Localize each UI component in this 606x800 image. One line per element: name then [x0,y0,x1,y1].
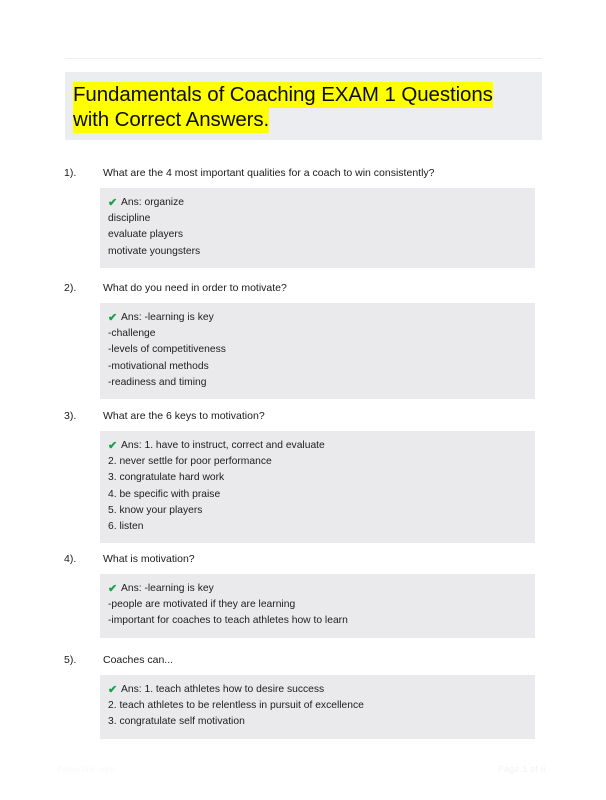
title-line-1: Fundamentals of Coaching EXAM 1 Questions [73,83,493,106]
question-text: What are the 4 most important qualities for a coach to win consistently? [103,167,435,179]
answer-line: 6. listen [108,521,144,533]
answer-line: -levels of competitiveness [108,344,226,356]
question-line [0,552,606,570]
question-line [0,409,606,427]
check-icon: ✔ [108,312,118,324]
header-divider [65,58,542,59]
answer-line: 3. congratulate self motivation [108,716,245,728]
question-text: What is motivation? [103,553,195,565]
check-icon: ✔ [108,583,118,595]
answer-line: -readiness and timing [108,376,207,388]
check-icon: ✔ [108,440,118,452]
answer-box [100,303,535,399]
answer-first-text: Ans: -learning is key [121,583,214,594]
watermark-text: PaperStic.com [57,764,115,774]
answer-line: -people are motivated if they are learning [108,599,296,611]
answer-line: 2. teach athletes to be relentless in pursuit of excellence [108,700,364,712]
answer-line-first [108,195,527,211]
question-line [0,653,606,671]
question-text: What are the 6 keys to motivation? [103,410,265,422]
page-number-label: Page 1 of 6 [497,764,546,774]
answer-line-first [108,438,527,454]
question-number: 1). [64,167,77,179]
answer-line: 2. never settle for poor performance [108,456,272,468]
check-icon: ✔ [108,684,118,696]
answer-line: 5. know your players [108,504,203,516]
question-number: 5). [64,654,77,666]
answer-line: 4. be specific with praise [108,488,221,500]
question-line [0,281,606,299]
page-footer [0,762,606,782]
answer-first-text: Ans: organize [121,197,184,208]
answer-first-text: Ans: -learning is key [121,312,214,323]
page-title [73,82,534,132]
answer-box [100,188,535,268]
answer-first-text: Ans: 1. teach athletes how to desire success [121,684,325,695]
check-icon: ✔ [108,197,118,209]
question-text: What do you need in order to motivate? [103,282,287,294]
document-title-banner [65,72,542,140]
question-line [0,166,606,184]
answer-line: -challenge [108,328,156,340]
answer-line: -motivational methods [108,360,209,372]
answer-line-first [108,682,527,698]
answer-box [100,574,535,638]
question-number: 2). [64,282,77,294]
answer-line: motivate youngsters [108,245,201,257]
answer-line: -important for coaches to teach athletes how to learn [108,615,348,627]
answer-line: 3. congratulate hard work [108,472,225,484]
title-line-2: with Correct Answers. [73,108,270,131]
question-text: Coaches can... [103,654,174,666]
question-number: 3). [64,410,77,422]
answer-line: discipline [108,213,151,225]
question-number: 4). [64,553,77,565]
answer-line: evaluate players [108,229,183,241]
answer-box [100,675,535,739]
answer-box [100,431,535,543]
answer-line-first [108,310,527,326]
answer-first-text: Ans: 1. have to instruct, correct and evaluate [121,440,325,451]
answer-line-first [108,581,527,597]
